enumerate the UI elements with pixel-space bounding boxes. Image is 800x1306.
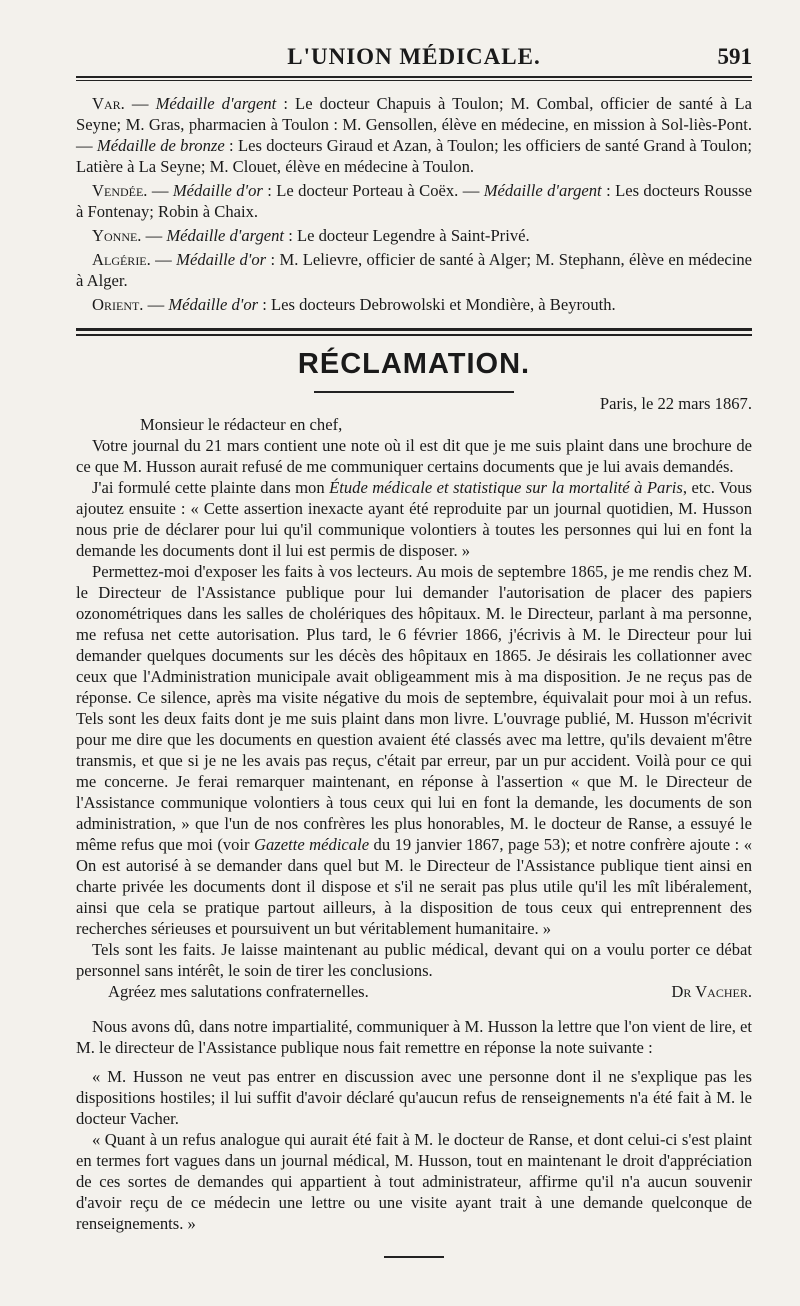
- letter: [76, 393, 752, 1234]
- closing-line: [76, 981, 752, 1002]
- editorial-quote: « Quant à un refus analogue qui aurait été fait à M. le docteur de Ranse, et dont celui-ci s'est plaint en termes fort vagues dans un journal médical, M. Husson, tout en maintenant le droit d'appréciation de ces sortes de demandes qui appartient à tout administrateur, affirme qu'il n'a aucun souvenir d'avoir reçu de ce médecin une lettre ou une visite ayant trait à une demande quelconque de renseignements. »: [76, 1130, 752, 1233]
- editorial-quote: « M. Husson ne veut pas entrer en discussion avec une personne dont il ne s'explique pas les dispositions hostiles; il lui suffit d'avoir déclaré qu'aucun refus de renseignements n'a été fait à M. le docteur Vacher.: [76, 1067, 752, 1128]
- letter-paragraph: Votre journal du 21 mars contient une note où il est dit que je me suis plaint dans une brochure de ce que M. Husson aurait refusé de me communiquer certains documents que je lui avais demandés.: [76, 436, 752, 476]
- journal-title: Gazette médicale: [254, 835, 370, 854]
- book-title: Étude médicale et statistique sur la mortalité à Paris: [329, 478, 683, 497]
- header-rule: [76, 76, 752, 81]
- editorial-intro: Nous avons dû, dans notre impartialité, communiquer à M. Husson la lettre que l'on vient de lire, et M. le directeur de l'Assistance publique nous fait remettre en réponse la note suivante :: [76, 1017, 752, 1057]
- dateline: Paris, le 22 mars 1867.: [599, 394, 752, 413]
- award-entry-orient: Orient. — Médaille d'or : Les docteurs Debrowolski et Mondière, à Beyrouth.: [92, 295, 616, 314]
- page: [76, 40, 752, 1258]
- running-title: L'UNION MÉDICALE.: [287, 44, 541, 69]
- page-header: [76, 40, 752, 76]
- page-number: 591: [717, 44, 752, 69]
- letter-paragraph: Permettez-moi d'exposer les faits à vos lecteurs. Au mois de septembre 1865, je me rendis chez M. le Directeur de l'Assistance publique pour lui demander l'autorisation de placer des papiers ozonométriques dans les salles de cholériques des hôpitaux. M. le Directeur, parlant à ma personne, me refusa net cette autorisation. Plus tard, le 6 février 1866, j'écrivis à M. le Directeur pour lui demander quelques documents sur les décès des hôpitaux en 1865. Je désirais les collationner avec ceux que l'Administration municipale avait obligeamment mis à ma disposition. Je ne reçus pas de réponse. Ce silence, après ma visite négative du mois de septembre, équivalait pour moi à un refus. Tels sont les deux faits dont je me suis plaint dans mon livre. L'ouvrage publié, M. Husson m'écrivit pour me dire que les documents en question avaient été classés avec ma lettre, qu'ils devaient m'être transmis, et que si je ne les avais pas reçus, c'était par erreur, par un pur accident. Voilà pour ce qui me concerne. Je ferai remarquer maintenant, en réponse à l'assertion « que M. le Directeur de l'Assistance communique volontiers à tous ceux qui lui en font la demande, les documents de son administration, » que l'un de nos confrères les plus honorables, M. le docteur de Ranse, a essuyé le même refus que moi (voir Gazette médicale du 19 janvier 1867, page 53); et notre confrère ajoute : « On est autorisé à se demander dans quel but M. le Directeur de l'Assistance publique tient ainsi en charte privée les documents dont il dispose et s'il ne serait pas plus utile qu'il les mît libéralement, ainsi que cela se pratique partout ailleurs, à la disposition de tous ceux qui entreprennent des recherches sérieuses et poursuivent un but véritablement humanitaire. »: [76, 562, 752, 938]
- salutation: Monsieur le rédacteur en chef,: [140, 415, 343, 434]
- closing: Agréez mes salutations confraternelles.: [108, 982, 369, 1001]
- letter-paragraph: Tels sont les faits. Je laisse maintenant au public médical, devant qui on a voulu porter ce débat personnel sans intérêt, le soin de tirer les conclusions.: [76, 940, 752, 980]
- award-entry-vendee: Vendée. — Médaille d'or : Le docteur Porteau à Coëx. — Médaille d'argent : Les docteurs Rousse à Fontenay; Robin à Chaix.: [76, 181, 752, 221]
- section-separator: [76, 328, 752, 336]
- end-rule: [384, 1256, 444, 1258]
- award-entry-algerie: Algérie. — Médaille d'or : M. Lelievre, officier de santé à Alger; M. Stephann, élève en médecine à Alger.: [76, 250, 752, 290]
- signature: Dr Vacher.: [671, 982, 752, 1001]
- award-entry-yonne: Yonne. — Médaille d'argent : Le docteur Legendre à Saint-Privé.: [92, 226, 530, 245]
- award-entry-var: Var. — Médaille d'argent : Le docteur Chapuis à Toulon; M. Combal, officier de santé à La Seyne; M. Gras, pharmacien à Toulon : M. Gensollen, élève en médecine, en mission à Sol-liès-Pont. — Médaille de bronze : Les docteurs Giraud et Azan, à Toulon; les officiers de santé Grand à Toulon; Latière à La Seyne; M. Clouet, élève en médecine à Toulon.: [76, 94, 752, 176]
- awards-list: [76, 93, 752, 315]
- section-title: RÉCLAMATION.: [297, 348, 531, 380]
- letter-paragraph: J'ai formulé cette plainte dans mon Étude médicale et statistique sur la mortalité à Paris, etc. Vous ajoutez ensuite : « Cette assertion inexacte ayant été reproduite par un journal quotidien, M. Husson nous prie de déclarer pour lui qu'il communique volontiers à toutes les personnes qui lui en font la demande les documents dont il lui est permis de disposer. »: [76, 478, 753, 560]
